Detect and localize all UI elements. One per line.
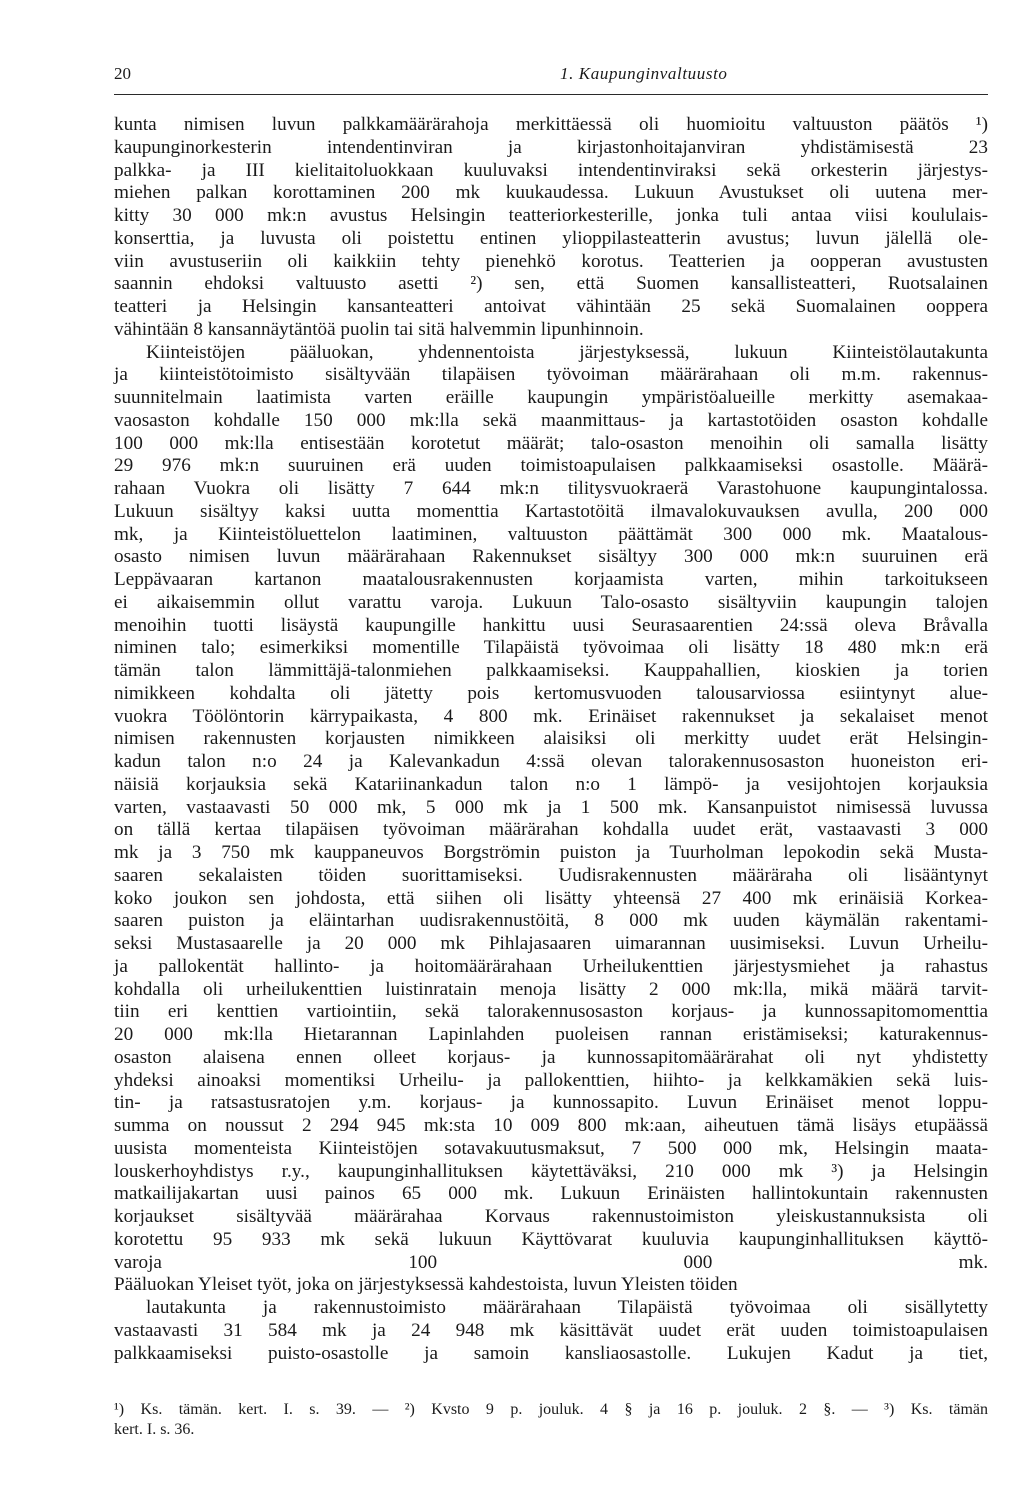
body-line: Kiinteistöjen pääluokan, yhdennentoista järjestyksessä, lukuun Kiinteistölautakunta	[146, 341, 988, 363]
body-line: tämän talon lämmittäjä-talonmiehen palkkaamiseksi. Kauppahallien, kioskien ja torien	[114, 660, 988, 681]
body-line: saaren sekalaisten töiden suorittamiseksi. Uudisrakennusten määräraha oli lisääntynyt	[114, 864, 988, 886]
body-line: saaren puiston ja eläintarhan uudisrakennustöitä, 8 000 mk uuden käymälän rakentami-	[114, 910, 988, 932]
body-line: konserttia, ja luvusta oli poistettu entinen ylioppilasteatterin avustus; luvun jälellä ole-	[114, 227, 988, 249]
body-line: vastaavasti 31 584 mk ja 24 948 mk käsittävät uudet erät uuden toimistoapulaisen	[114, 1319, 988, 1341]
body-line: varten, vastaavasti 50 000 mk, 5 000 mk ja 1 500 mk. Kansanpuistot nimisessä luvussa	[114, 796, 988, 818]
body-line: mk, ja Kiinteistöluettelon laatiminen, valtuuston päättämät 300 000 mk. Maatalous-	[114, 523, 988, 545]
body-line: mk ja 3 750 mk kauppaneuvos Borgströmin puiston ja Tuurholman lepokodin sekä Musta-	[114, 842, 988, 863]
header-rule	[114, 94, 988, 95]
page-header	[114, 60, 988, 90]
body-line: palkka- ja III kielitaitoluokkaan kuuluvaksi intendentinviraksi sekä orkesterin järjestys-	[114, 159, 988, 181]
body-line: Lukuun sisältyy kaksi uutta momenttia Kartastotöitä ilmavalokuvauksen avulla, 200 000	[114, 500, 988, 522]
body-line: viin avustuseriin oli kaikkiin tehty pienehkö korotus. Teatterien ja oopperan avustusten	[114, 250, 988, 272]
body-line: osasto nimisen luvun määrärahaan Rakennukset sisältyy 300 000 mk:n suuruinen erä	[114, 546, 988, 568]
footnotes	[114, 1400, 988, 1440]
body-line: miehen palkan korottaminen 200 mk kuukaudessa. Lukuun Avustukset oli uutena mer-	[114, 182, 988, 204]
body-line: tiin eri kenttien vartiointiin, sekä talorakennusosaston korjaus- ja kunnossapitomomenttia	[114, 1001, 988, 1023]
body-line: seksi Mustasaarelle ja 20 000 mk Pihlajasaaren uimarannan uusimiseksi. Luvun Urheilu-	[114, 933, 988, 954]
body-line: Leppävaaran kartanon maatalousrakennusten korjaamista varten, mihin tarkoitukseen	[114, 569, 988, 590]
body-line: rahaan Vuokra oli lisätty 7 644 mk:n tilitysvuokraerä Varastohuone kaupungintalossa.	[114, 478, 988, 499]
body-line: kaupunginorkesterin intendentinviran ja kirjastonhoitajanviran yhdistämisestä 23	[114, 136, 988, 158]
body-line: 29 976 mk:n suuruinen erä uuden toimistoapulaisen palkkaamiseksi osastolle. Määrä-	[114, 455, 988, 477]
body-line: vaosaston kohdalle 150 000 mk:lla sekä maanmittaus- ja kartastotöiden osaston kohdalle	[114, 409, 988, 431]
body-line: teatteri ja Helsingin kansanteatteri antoivat vähintään 25 sekä Suomalainen ooppera	[114, 296, 988, 317]
body-line: 20 000 mk:lla Hietarannan Lapinlahden puoleisen rannan eristämiseksi; katurakennus-	[114, 1024, 988, 1045]
body-line: kadun talon n:o 24 ja Kalevankadun 4:ssä olevan talorakennusosaston huoneiston eri-	[114, 751, 988, 772]
body-line: ja kiinteistötoimisto sisältyvään tilapäisen työvoiman määrärahaan oli m.m. rakennus-	[114, 364, 988, 386]
body-line: summa on noussut 2 294 945 mk:sta 10 009 800 mk:aan, aiheutuen tämä lisäys etupäässä	[114, 1115, 988, 1136]
body-line: osaston alaisena ennen olleet korjaus- ja kunnossapitomäärärahat oli nyt yhdistetty	[114, 1046, 988, 1068]
body-line: varoja 100 000 mk.	[114, 1251, 988, 1273]
page-number: 20	[114, 64, 131, 83]
body-line: kunta nimisen luvun palkkamäärärahoja merkittäessä oli huomioitu valtuuston päätös ¹)	[114, 114, 988, 135]
body-line: louskerhoyhdistys r.y., kaupunginhallituksen käytettäväksi, 210 000 mk ³) ja Helsingin	[114, 1160, 988, 1182]
body-line: kohdalla oli urheilukenttien luistinratain menoja lisätty 2 000 mk:lla, mikä määrä tarvit-	[114, 978, 988, 1000]
body-line: on tällä kertaa tilapäisen työvoiman määrärahan kohdalla uudet erät, vastaavasti 3 000	[114, 819, 988, 841]
body-line: saannin ehdoksi valtuusto asetti ²) sen, että Suomen kansallisteatteri, Ruotsalainen	[114, 273, 988, 295]
body-line: uusista momenteista Kiinteistöjen sotavakuutusmaksut, 7 500 000 mk, Helsingin maata-	[114, 1137, 988, 1159]
body-line: koko joukon sen johdosta, että siihen oli lisätty yhteensä 27 400 mk erinäisiä Korkea-	[114, 887, 988, 909]
body-line: menoihin tuotti lisäystä kaupungille hankittu uusi Seurasaarentien 24:ssä oleva Bråvalla	[114, 614, 988, 636]
footnote-line: kert. I. s. 36.	[114, 1421, 195, 1438]
body-line: 100 000 mk:lla entisestään korotetut määrät; talo-osaston menoihin oli samalla lisätty	[114, 432, 988, 454]
body-line: Pääluokan Yleiset työt, joka on järjestyksessä kahdestoista, luvun Yleisten töiden	[114, 1274, 738, 1296]
footnote-line: ¹) Ks. tämän. kert. I. s. 39. — ²) Kvsto 9 p. jouluk. 4 § ja 16 p. jouluk. 2 §. — ³) Ks. tämän	[114, 1401, 988, 1418]
body-line: korjaukset sisältyvää määrärahaa Korvaus rakennustoimiston yleiskustannuksista oli	[114, 1206, 988, 1227]
body-line: ei aikaisemmin ollut varattu varoja. Lukuun Talo-osasto sisältyviin kaupungin talojen	[114, 591, 988, 613]
body-text	[114, 114, 988, 1365]
body-line: näisiä korjauksia sekä Katariinankadun talon n:o 1 lämpö- ja vesijohtojen korjauksia	[114, 773, 988, 795]
body-line: yhdeksi ainoaksi momentiksi Urheilu- ja pallokenttien, hiihto- ja kelkkamäkien sekä luis-	[114, 1069, 988, 1091]
body-line: nimisen rakennusten korjausten nimikkeen alaisiksi oli merkitty uudet erät Helsingin-	[114, 728, 988, 750]
body-line: korotettu 95 933 mk sekä lukuun Käyttövarat kuuluvia kaupunginhallituksen käyttö-	[114, 1228, 988, 1250]
body-line: matkailijakartan uusi painos 65 000 mk. Lukuun Erinäisten hallintokuntain rakennusten	[114, 1183, 988, 1205]
body-line: kitty 30 000 mk:n avustus Helsingin teatteriorkesterille, jonka tuli antaa viisi koululais-	[114, 205, 988, 226]
body-line: nimikkeen kohdalta oli jätetty pois kertomusvuoden talousarviossa esiintynyt alue-	[114, 682, 988, 704]
body-line: niminen talo; esimerkiksi momentille Tilapäistä työvoimaa oli lisätty 18 480 mk:n erä	[114, 637, 988, 659]
body-line: vähintään 8 kansannäytäntöä puolin tai sitä halvemmin lipunhinnoin.	[114, 318, 644, 340]
body-line: palkkaamiseksi puisto-osastolle ja samoin kansliaosastolle. Lukujen Kadut ja tiet,	[114, 1342, 988, 1364]
body-line: suunnitelmain laatimista varten eräille kaupungin ympäristöalueille merkitty asemakaa-	[114, 387, 988, 408]
body-line: lautakunta ja rakennustoimisto määrärahaan Tilapäistä työvoimaa oli sisällytetty	[146, 1297, 988, 1318]
body-line: vuokra Töölöntorin kärrypaikasta, 4 800 mk. Erinäiset rakennukset ja sekalaiset menot	[114, 705, 988, 727]
body-line: tin- ja ratsastusratojen y.m. korjaus- ja kunnossapito. Luvun Erinäiset menot loppu-	[114, 1092, 988, 1114]
body-line: ja pallokentät hallinto- ja hoitomäärärahaan Urheilukenttien järjestysmiehet ja rahastus	[114, 955, 988, 977]
running-title: 1. Kaupunginvaltuusto	[560, 64, 728, 83]
